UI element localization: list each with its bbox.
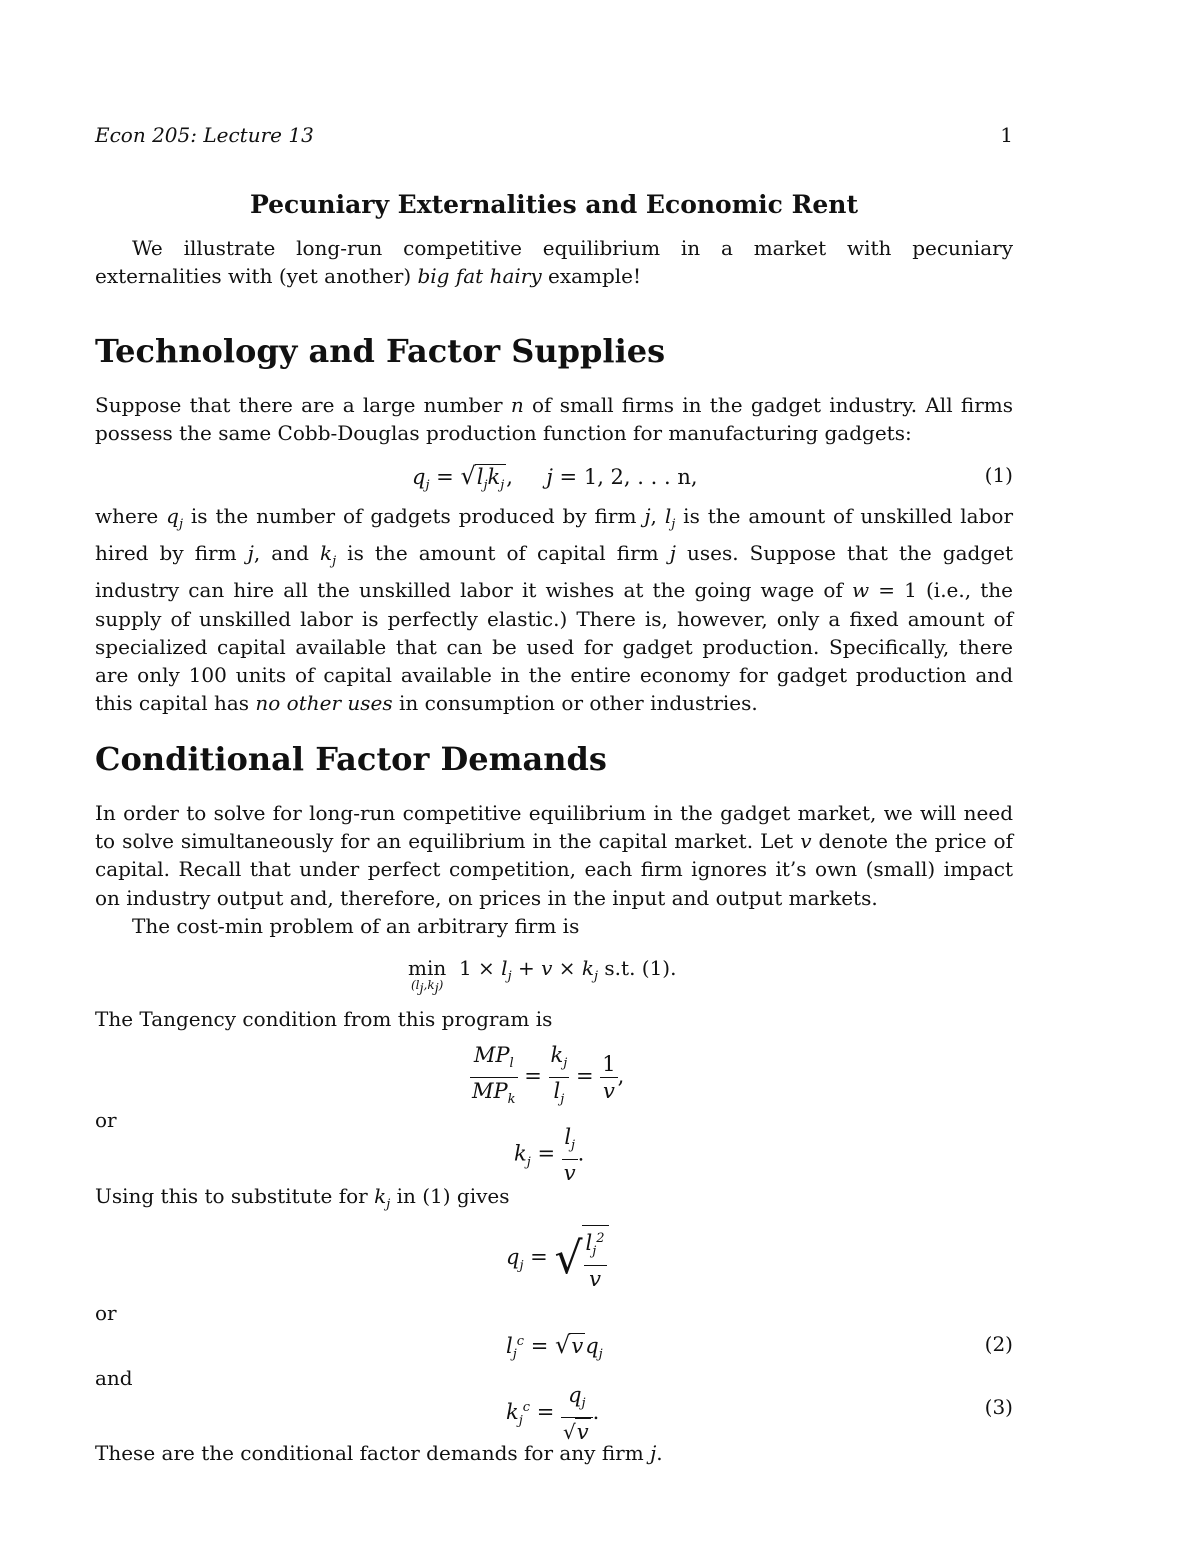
- header-title: Econ 205: Lecture 13: [95, 123, 314, 147]
- and-text: and: [95, 1366, 133, 1390]
- page-number: 1: [1000, 123, 1013, 147]
- using-text: Using this to substitute for $k_j$ in (1) gives: [95, 1184, 510, 1212]
- intro-paragraph: We illustrate long-run competitive equilibrium in a market with pecuniary externalities with (yet another) big fat hairy example!: [95, 236, 1013, 289]
- no-other-uses-emphasis: no other uses: [255, 691, 393, 716]
- equation-1-number: (1): [984, 463, 1013, 487]
- equation-1: $q_j = √l_jk_j$, j = 1, 2, . . . n,: [412, 462, 698, 494]
- section1-paragraph-1: Suppose that there are a large number n of small firms in the gadget industry. All firms possess the same Cobb-Douglas production function for manufacturing gadgets:: [95, 393, 1013, 446]
- equation-2-number: (2): [984, 1332, 1013, 1356]
- section1-paragraph-2: where $q_j$ is the number of gadgets produced by firm j, $l_j$ is the amount of unskilled labor hired by firm j, and $k_j$ is the amount of capital firm j uses. Suppose that the gadget industry can hire all the unskilled labor it wishes at the going wage of w = 1 (i.e., the supply of unskilled labor is perfectly elastic.) There is, however, only a fixed amount of specialized capital available that can be used for gadget production. Specifically, there are only 100 units of capital available in the entire economy for gadget production and this capital has no other uses in consumption or other industries.: [95, 504, 1014, 716]
- cost-min-equation: min $(l_j,k_j)$ $1 \times l_j + v \times k_j$ s.t. (1).: [408, 956, 677, 997]
- capital-equation: $k_j$ = $\frac{l_j}{v}$ .: [514, 1125, 585, 1186]
- min-operator: min: [408, 956, 447, 980]
- equation-3: $k_j^c$ = $\frac{q_j}{√v}$ .: [506, 1383, 600, 1445]
- running-header: [95, 123, 1013, 147]
- output-equation: $q_j$ = √ $\frac{l_j^2}{v}$: [506, 1225, 609, 1292]
- section2-paragraph-1: In order to solve for long-run competitive equilibrium in the gadget market, we will need to solve simultaneously for an equilibrium in the capital market. Let v denote the price of capital. Recall that under perfect competition, each firm ignores it’s own (small) impact on industry output and, therefore, on prices in the input and output markets.: [95, 801, 1013, 910]
- tangency-equation: $\frac{MP_l}{MP_k}$ = $\frac{k_j}{l_j}$ = $\frac{1}{v}$ ,: [472, 1043, 625, 1108]
- tangency-text: The Tangency condition from this program is: [95, 1007, 553, 1031]
- equation-2: $l_j^c = √vq_j$: [506, 1331, 603, 1363]
- closing-text: These are the conditional factor demands for any firm j.: [95, 1441, 663, 1465]
- or-text-1: or: [95, 1108, 117, 1132]
- intro-emphasis: big fat hairy: [417, 264, 542, 289]
- section2-paragraph-2: The cost-min problem of an arbitrary firm is: [132, 914, 580, 938]
- section-heading-conditional: Conditional Factor Demands: [95, 740, 607, 778]
- equation-3-number: (3): [984, 1395, 1013, 1419]
- or-text-2: or: [95, 1301, 117, 1325]
- page-title: Pecuniary Externalities and Economic Rent: [249, 190, 859, 219]
- section-heading-technology: Technology and Factor Supplies: [95, 332, 666, 370]
